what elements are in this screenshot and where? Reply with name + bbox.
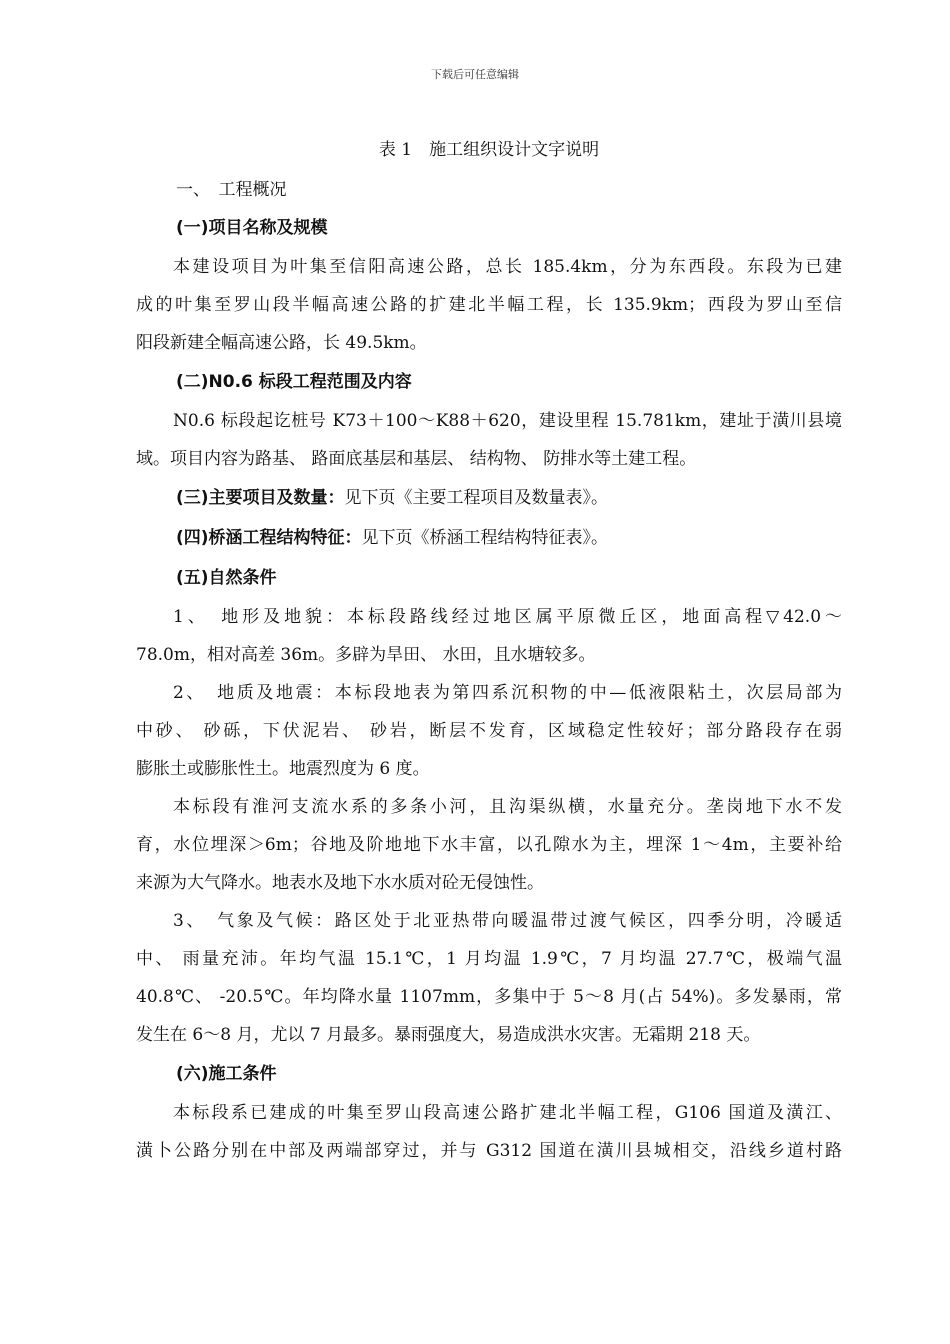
document-body <box>136 128 842 1170</box>
paragraph-hydrology <box>136 788 842 902</box>
section-heading: 一、 工程概况 <box>176 180 287 200</box>
subheading-natural-conditions: (五)自然条件 <box>176 568 277 588</box>
subheading-main-items-label: (三)主要项目及数量： <box>176 488 345 508</box>
header-note: 下载后可任意编辑 <box>431 68 519 81</box>
paragraph-line: 域。项目内容为路基、 路面底基层和基层、 结构物、 防排水等土建工程。 <box>136 449 697 469</box>
subheading-project-name: (一)项目名称及规模 <box>176 218 328 238</box>
paragraph-line: 本建设项目为叶集至信阳高速公路，总长 185.4km，分为东西段。东段为已建 <box>173 257 842 277</box>
paragraph-line: 膨胀土或膨胀性土。地震烈度为 6 度。 <box>136 759 430 779</box>
paragraph-climate <box>136 902 842 1054</box>
paragraph-line: 1、 地形及地貌：本标段路线经过地区属平原微丘区，地面高程▽42.0～ <box>173 607 842 627</box>
paragraph-line: N0.6 标段起讫桩号 K73＋100～K88＋620，建设里程 15.781km，建址于潢川县境 <box>173 411 842 431</box>
subheading-main-items-text: 见下页《主要工程项目及数量表》。 <box>344 488 609 508</box>
paragraph-line: 潢卜公路分别在中部及两端部穿过，并与 G312 国道在潢川县城相交，沿线乡道村路 <box>136 1141 842 1161</box>
subheading-bridge-features-label: (四)桥涵工程结构特征： <box>176 528 362 548</box>
paragraph-line: 中砂、 砂砾，下伏泥岩、 砂岩，断层不发育，区域稳定性较好；部分路段存在弱 <box>136 721 842 741</box>
subheading-main-items <box>136 478 842 518</box>
subheading-bridge-features-text: 见下页《桥涵工程结构特征表》。 <box>361 528 609 548</box>
paragraph-line: 育，水位埋深＞6m；谷地及阶地地下水丰富，以孔隙水为主，埋深 1～4m，主要补给 <box>136 835 842 855</box>
paragraph-line: 本标段系已建成的叶集至罗山段高速公路扩建北半幅工程，G106 国道及潢江、 <box>173 1103 842 1123</box>
subheading-section-scope: (二)N0.6 标段工程范围及内容 <box>176 372 412 392</box>
paragraph-construction-conditions <box>136 1094 842 1170</box>
paragraph-line: 成的叶集至罗山段半幅高速公路的扩建北半幅工程，长 135.9km；西段为罗山至信 <box>136 295 842 315</box>
paragraph-line: 78.0m，相对高差 36m。多辟为旱田、 水田，且水塘较多。 <box>136 645 596 665</box>
paragraph-line: 发生在 6～8 月，尤以 7 月最多。暴雨强度大，易造成洪水灾害。无霜期 218 天。 <box>136 1025 761 1045</box>
paragraph-project-scale <box>136 248 842 362</box>
paragraph-line: 中、 雨量充沛。年均气温 15.1℃，1 月均温 1.9℃，7 月均温 27.7℃，极端气温 <box>136 949 842 969</box>
paragraph-line: 本标段有淮河支流水系的多条小河，且沟渠纵横，水量充分。垄岗地下水不发 <box>173 797 842 817</box>
paragraph-line: 3、 气象及气候：路区处于北亚热带向暖温带过渡气候区，四季分明，冷暖适 <box>173 911 842 931</box>
page-title: 表 1 施工组织设计文字说明 <box>378 140 600 160</box>
paragraph-line: 2、 地质及地震：本标段地表为第四系沉积物的中—低液限粘土，次层局部为 <box>173 683 842 703</box>
paragraph-terrain <box>136 598 842 674</box>
paragraph-geology <box>136 674 842 788</box>
paragraph-section-scope <box>136 402 842 478</box>
subheading-bridge-features <box>136 518 842 558</box>
paragraph-line: 来源为大气降水。地表水及地下水水质对砼无侵蚀性。 <box>136 873 544 893</box>
paragraph-line: 阳段新建全幅高速公路，长 49.5km。 <box>136 333 427 353</box>
paragraph-line: 40.8℃、 -20.5℃。年均降水量 1107mm，多集中于 5～8 月(占 54%)。多发暴雨，常 <box>136 987 842 1007</box>
subheading-construction-conditions: (六)施工条件 <box>176 1064 277 1084</box>
